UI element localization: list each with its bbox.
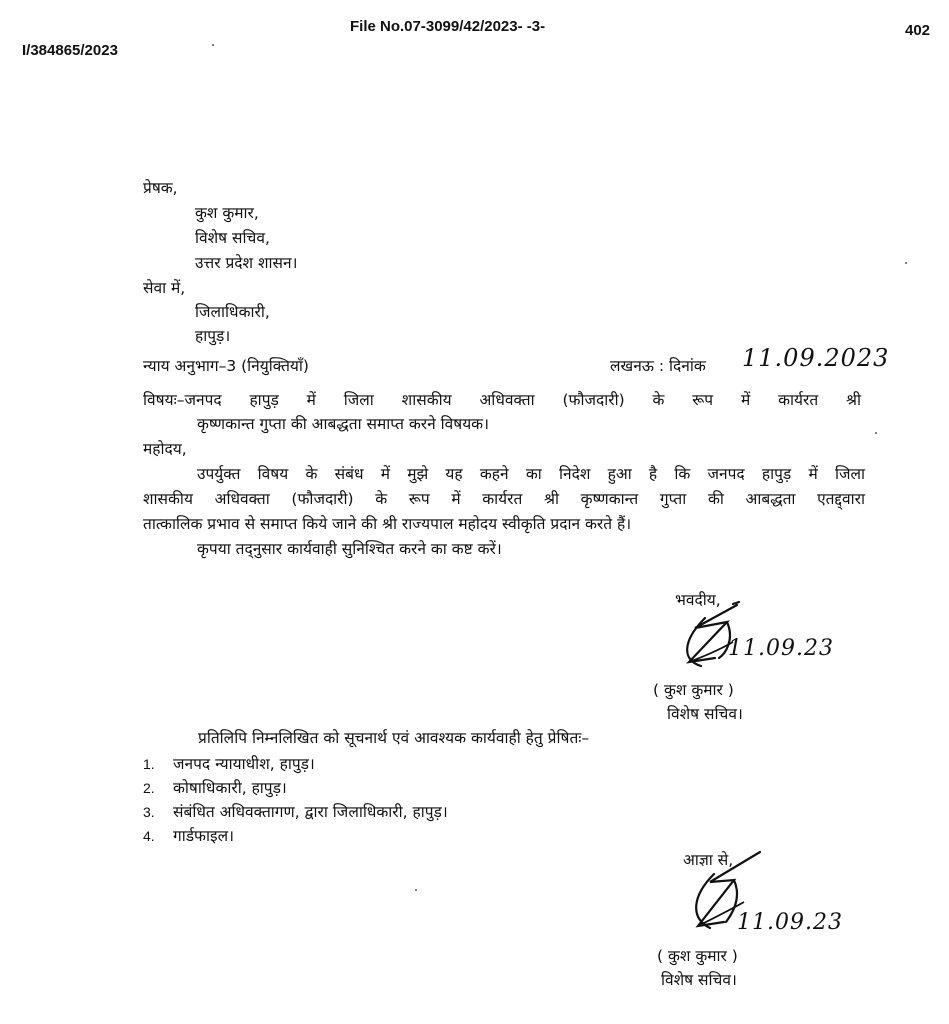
copy-item (143, 776, 287, 800)
scan-speck (212, 44, 214, 46)
copy-item-number: 2. (143, 780, 155, 796)
closing-aagya-se: आज्ञा से, (683, 851, 734, 869)
copy-item-text: गार्डफाइल। (173, 827, 234, 845)
scan-speck (875, 432, 877, 434)
sender-office: उत्तर प्रदेश शासन। (195, 254, 298, 272)
recipient-name: जिलाधिकारी, (195, 303, 270, 321)
signature-1-date: 11.09.23 (728, 636, 834, 661)
copy-item (143, 752, 315, 776)
page-number: 402 (905, 22, 931, 39)
date-label: लखनऊ : दिनांक (610, 357, 706, 375)
body-para1-line2: शासकीय अधिवक्ता (फौजदारी) के रूप में कार्यरत श्री कृष्णकान्त गुप्ता की आबद्धता एतद्द्वारा (143, 490, 865, 508)
recipient-label: सेवा में, (143, 279, 186, 297)
body-para1-line3: तात्कालिक प्रभाव से समाप्त किये जाने की श्री राज्यपाल महोदय स्वीकृति प्रदान करते हैं। (143, 515, 632, 533)
subject-line-1: विषयः–जनपद हापुड़ में जिला शासकीय अधिवक्ता (फौजदारी) के रूप में कार्यरत श्री (143, 391, 861, 409)
scan-speck (905, 262, 907, 264)
body-para2: कृपया तद्नुसार कार्यवाही सुनिश्चित करने का कष्ट करें। (197, 540, 502, 558)
signatory-2-name: ( कुश कुमार ) (657, 947, 738, 965)
reference-number: I/384865/2023 (22, 42, 118, 59)
copy-item-text: संबंधित अधिवक्तागण, द्वारा जिलाधिकारी, हापुड़। (173, 803, 448, 821)
handwritten-date: 11.09.2023 (742, 344, 890, 372)
scan-speck (415, 889, 417, 891)
recipient-place: हापुड़। (195, 327, 231, 345)
copy-intro: प्रतिलिपि निम्नलिखित को सूचनार्थ एवं आवश्यक कार्यवाही हेतु प्रेषितः– (198, 729, 590, 747)
section-title: न्याय अनुभाग–3 (नियुक्तियाँ) (143, 357, 309, 375)
signature-2-date: 11.09.23 (737, 910, 843, 935)
sender-label: प्रेषक, (143, 179, 178, 197)
copy-item-text: जनपद न्यायाधीश, हापुड़। (173, 755, 315, 773)
copy-item-number: 4. (143, 828, 155, 844)
file-number: File No.07-3099/42/2023- -3- (350, 18, 546, 35)
copy-item (143, 800, 448, 824)
sender-name: कुश कुमार, (195, 204, 259, 222)
subject-line-2: कृष्णकान्त गुप्ता की आबद्धता समाप्त करने विषयक। (197, 415, 489, 433)
copy-item (143, 824, 234, 848)
signatory-1-name: ( कुश कुमार ) (653, 681, 734, 699)
sender-designation: विशेष सचिव, (195, 229, 270, 247)
closing-bhavdiya: भवदीय, (675, 591, 721, 609)
body-para1-line1: उपर्युक्त विषय के संबंध में मुझे यह कहने का निदेश हुआ है कि जनपद हापुड़ में जिला (197, 465, 865, 483)
copy-item-number: 1. (143, 756, 155, 772)
copy-item-number: 3. (143, 804, 155, 820)
salutation: महोदय, (143, 440, 187, 458)
signatory-2-designation: विशेष सचिव। (661, 971, 737, 989)
signatory-1-designation: विशेष सचिव। (667, 705, 743, 723)
copy-item-text: कोषाधिकारी, हापुड़। (173, 779, 287, 797)
